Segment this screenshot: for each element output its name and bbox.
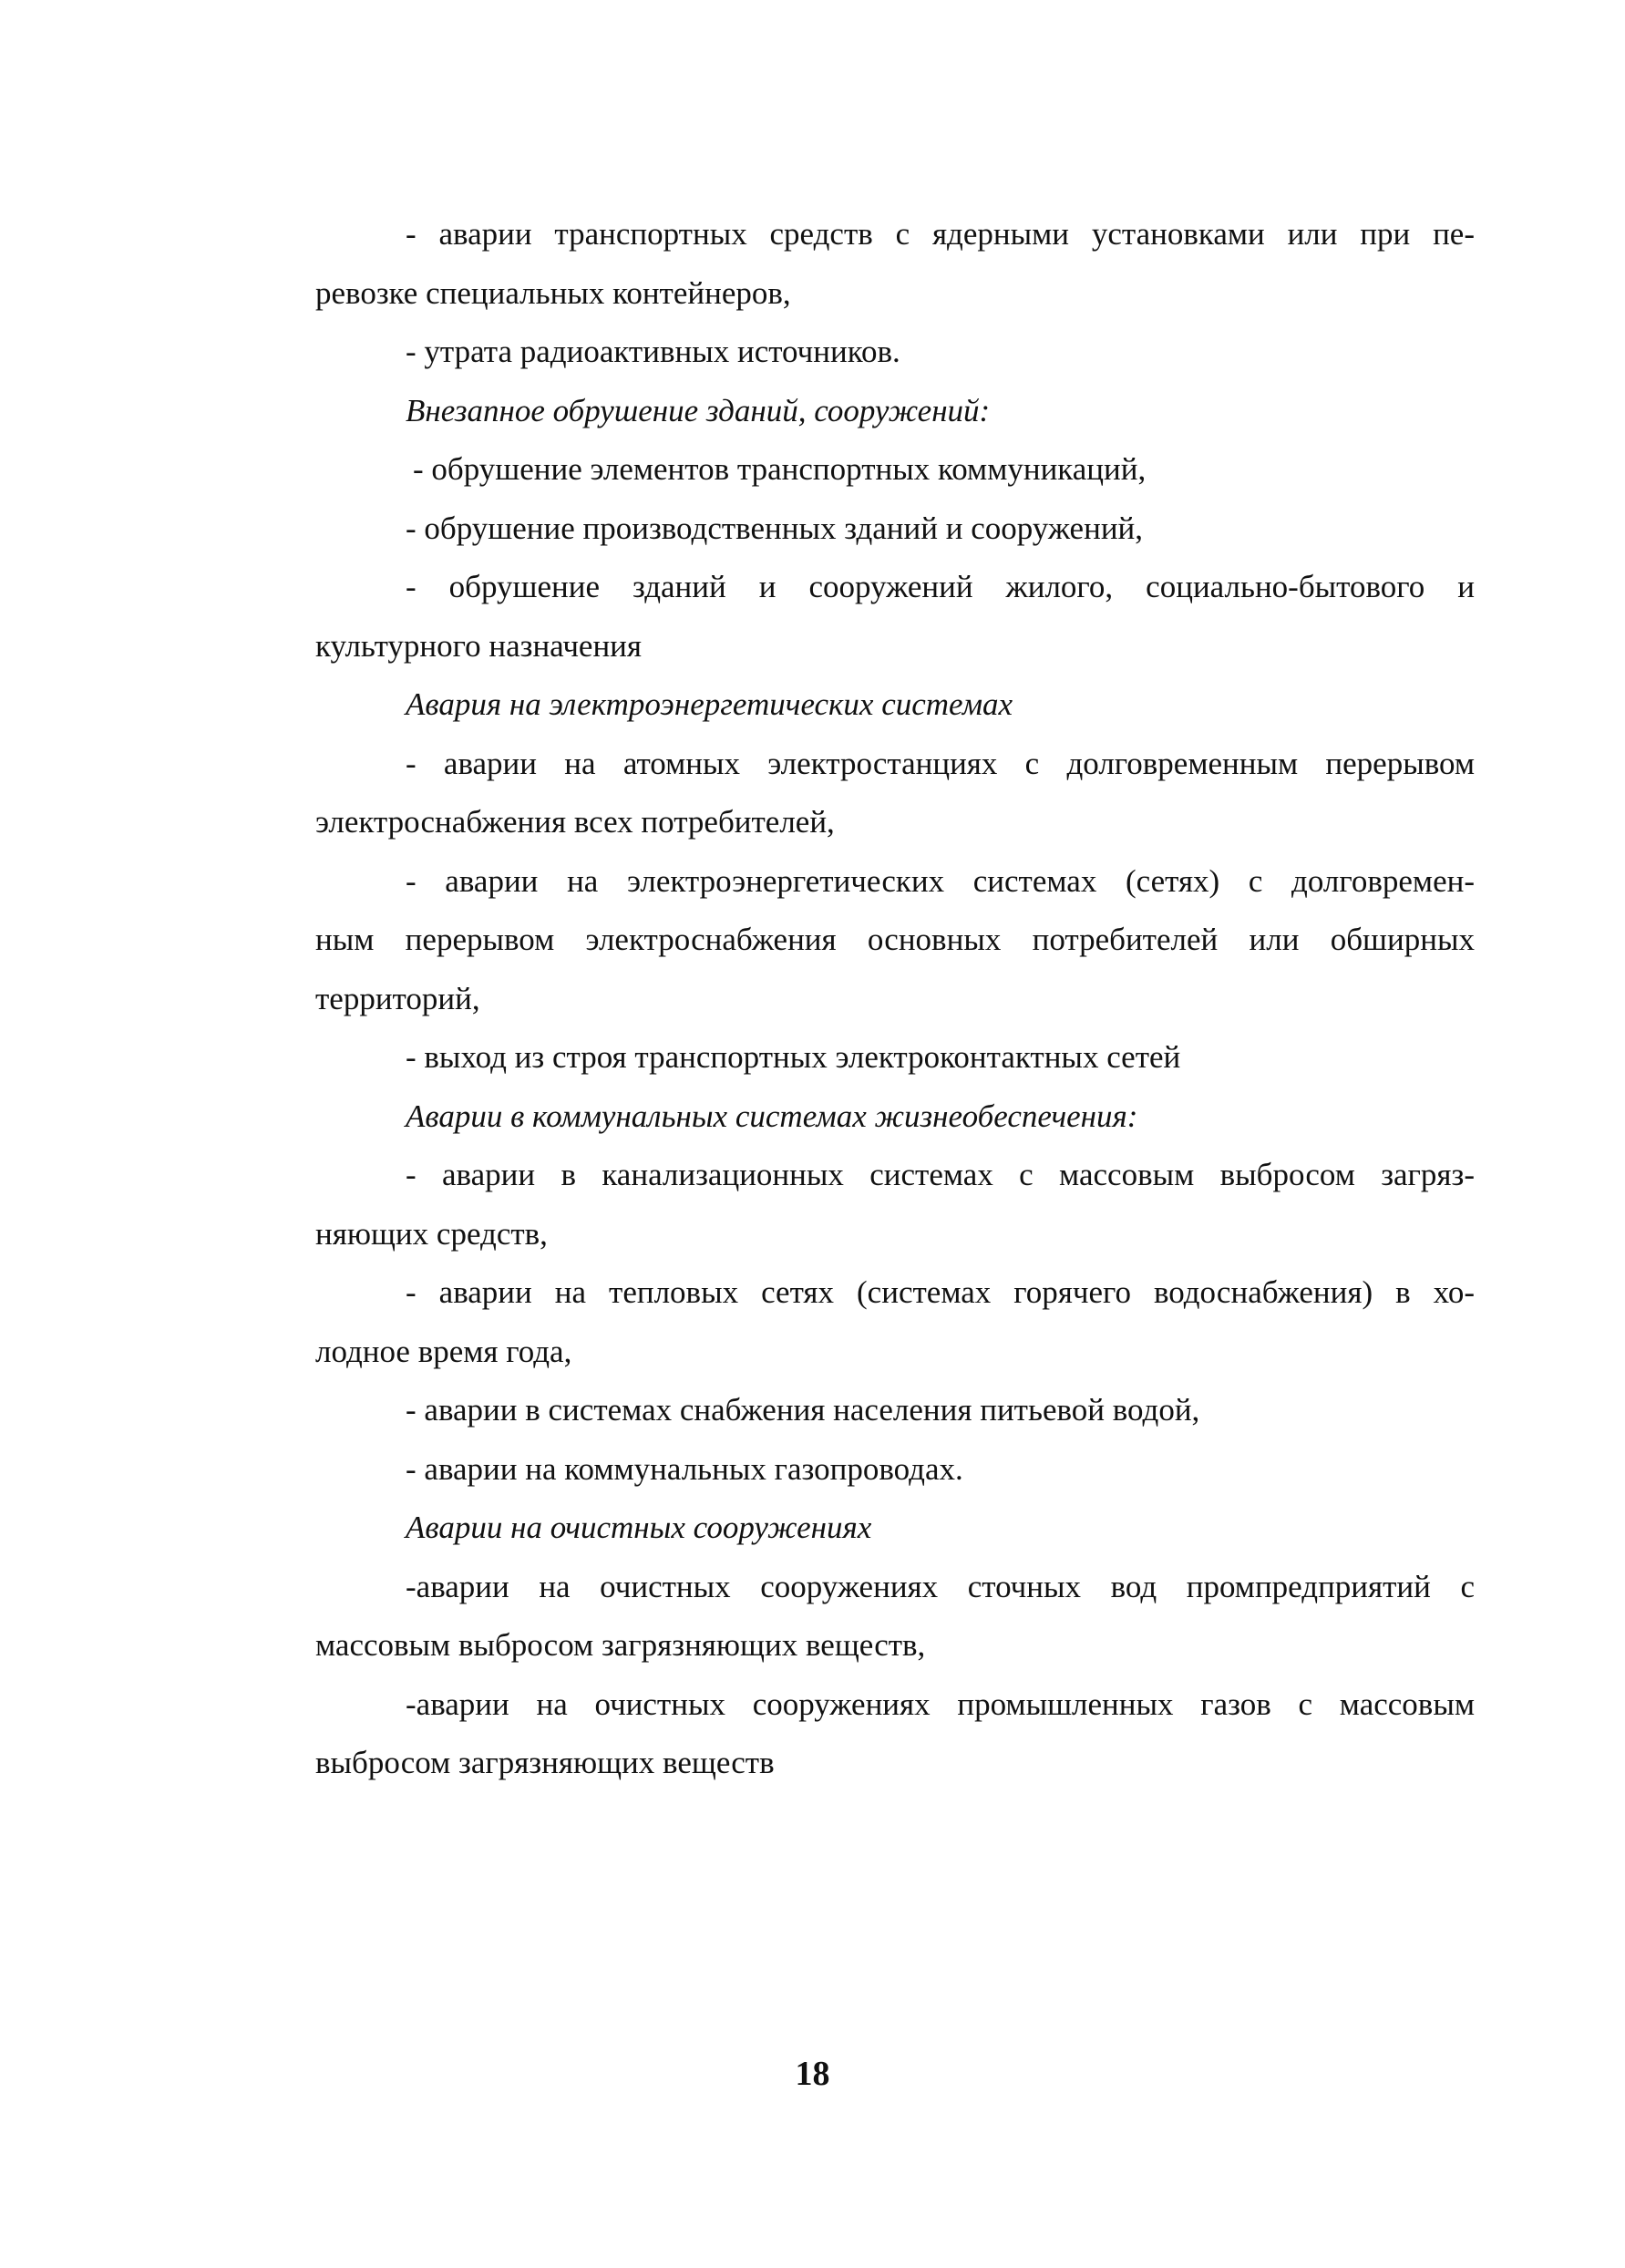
section-heading: Аварии в коммунальных системах жизнеобеспечения:: [406, 1098, 1138, 1134]
section-heading: Авария на электроэнергетических системах: [406, 686, 1013, 722]
section-heading: Внезапное обрушение зданий, сооружений:: [406, 392, 991, 428]
list-item: - аварии транспортных средств с ядерными установками или при пе-: [406, 216, 1475, 252]
text-line: культурного назначения: [315, 627, 643, 664]
text-line: выбросом загрязняющих веществ: [315, 1745, 775, 1780]
text-line: территорий,: [315, 980, 480, 1016]
body-text: [315, 205, 1475, 1793]
text-line: няющих средств,: [315, 1215, 548, 1252]
section-heading: Аварии на очистных сооружениях: [406, 1510, 872, 1545]
text-line: электроснабжения всех потребителей,: [315, 804, 835, 840]
list-item: -аварии на очистных сооружениях промышленных газов с массовым: [406, 1686, 1475, 1722]
list-item: - обрушение элементов транспортных коммуникаций,: [413, 451, 1147, 487]
list-item: -аварии на очистных сооружениях сточных вод промпредприятий с: [406, 1568, 1475, 1604]
list-item: - аварии в системах снабжения населения питьевой водой,: [406, 1392, 1200, 1428]
page-number: 18: [795, 2055, 830, 2093]
text-line: ным перерывом электроснабжения основных потребителей или обширных: [315, 922, 1475, 957]
text-line: ревозке специальных контейнеров,: [315, 274, 791, 311]
list-item: - обрушение производственных зданий и сооружений,: [406, 510, 1144, 546]
list-item: - аварии на тепловых сетях (системах горячего водоснабжения) в хо-: [406, 1274, 1475, 1310]
list-item: - аварии на электроэнергетических системах (сетях) с долговремен-: [406, 862, 1475, 899]
list-item: - утрата радиоактивных источников.: [406, 334, 900, 369]
text-line: лодное время года,: [315, 1333, 572, 1369]
list-item: - аварии на коммунальных газопроводах.: [406, 1450, 963, 1487]
list-item: - аварии в канализационных системах с массовым выбросом загряз-: [406, 1157, 1475, 1192]
text-line: массовым выбросом загрязняющих веществ,: [315, 1627, 926, 1663]
list-item: - обрушение зданий и сооружений жилого, социально-бытового и: [406, 569, 1475, 604]
list-item: - выход из строя транспортных электроконтактных сетей: [406, 1039, 1181, 1075]
list-item: - аварии на атомных электростанциях с долговременным перерывом: [406, 745, 1475, 781]
